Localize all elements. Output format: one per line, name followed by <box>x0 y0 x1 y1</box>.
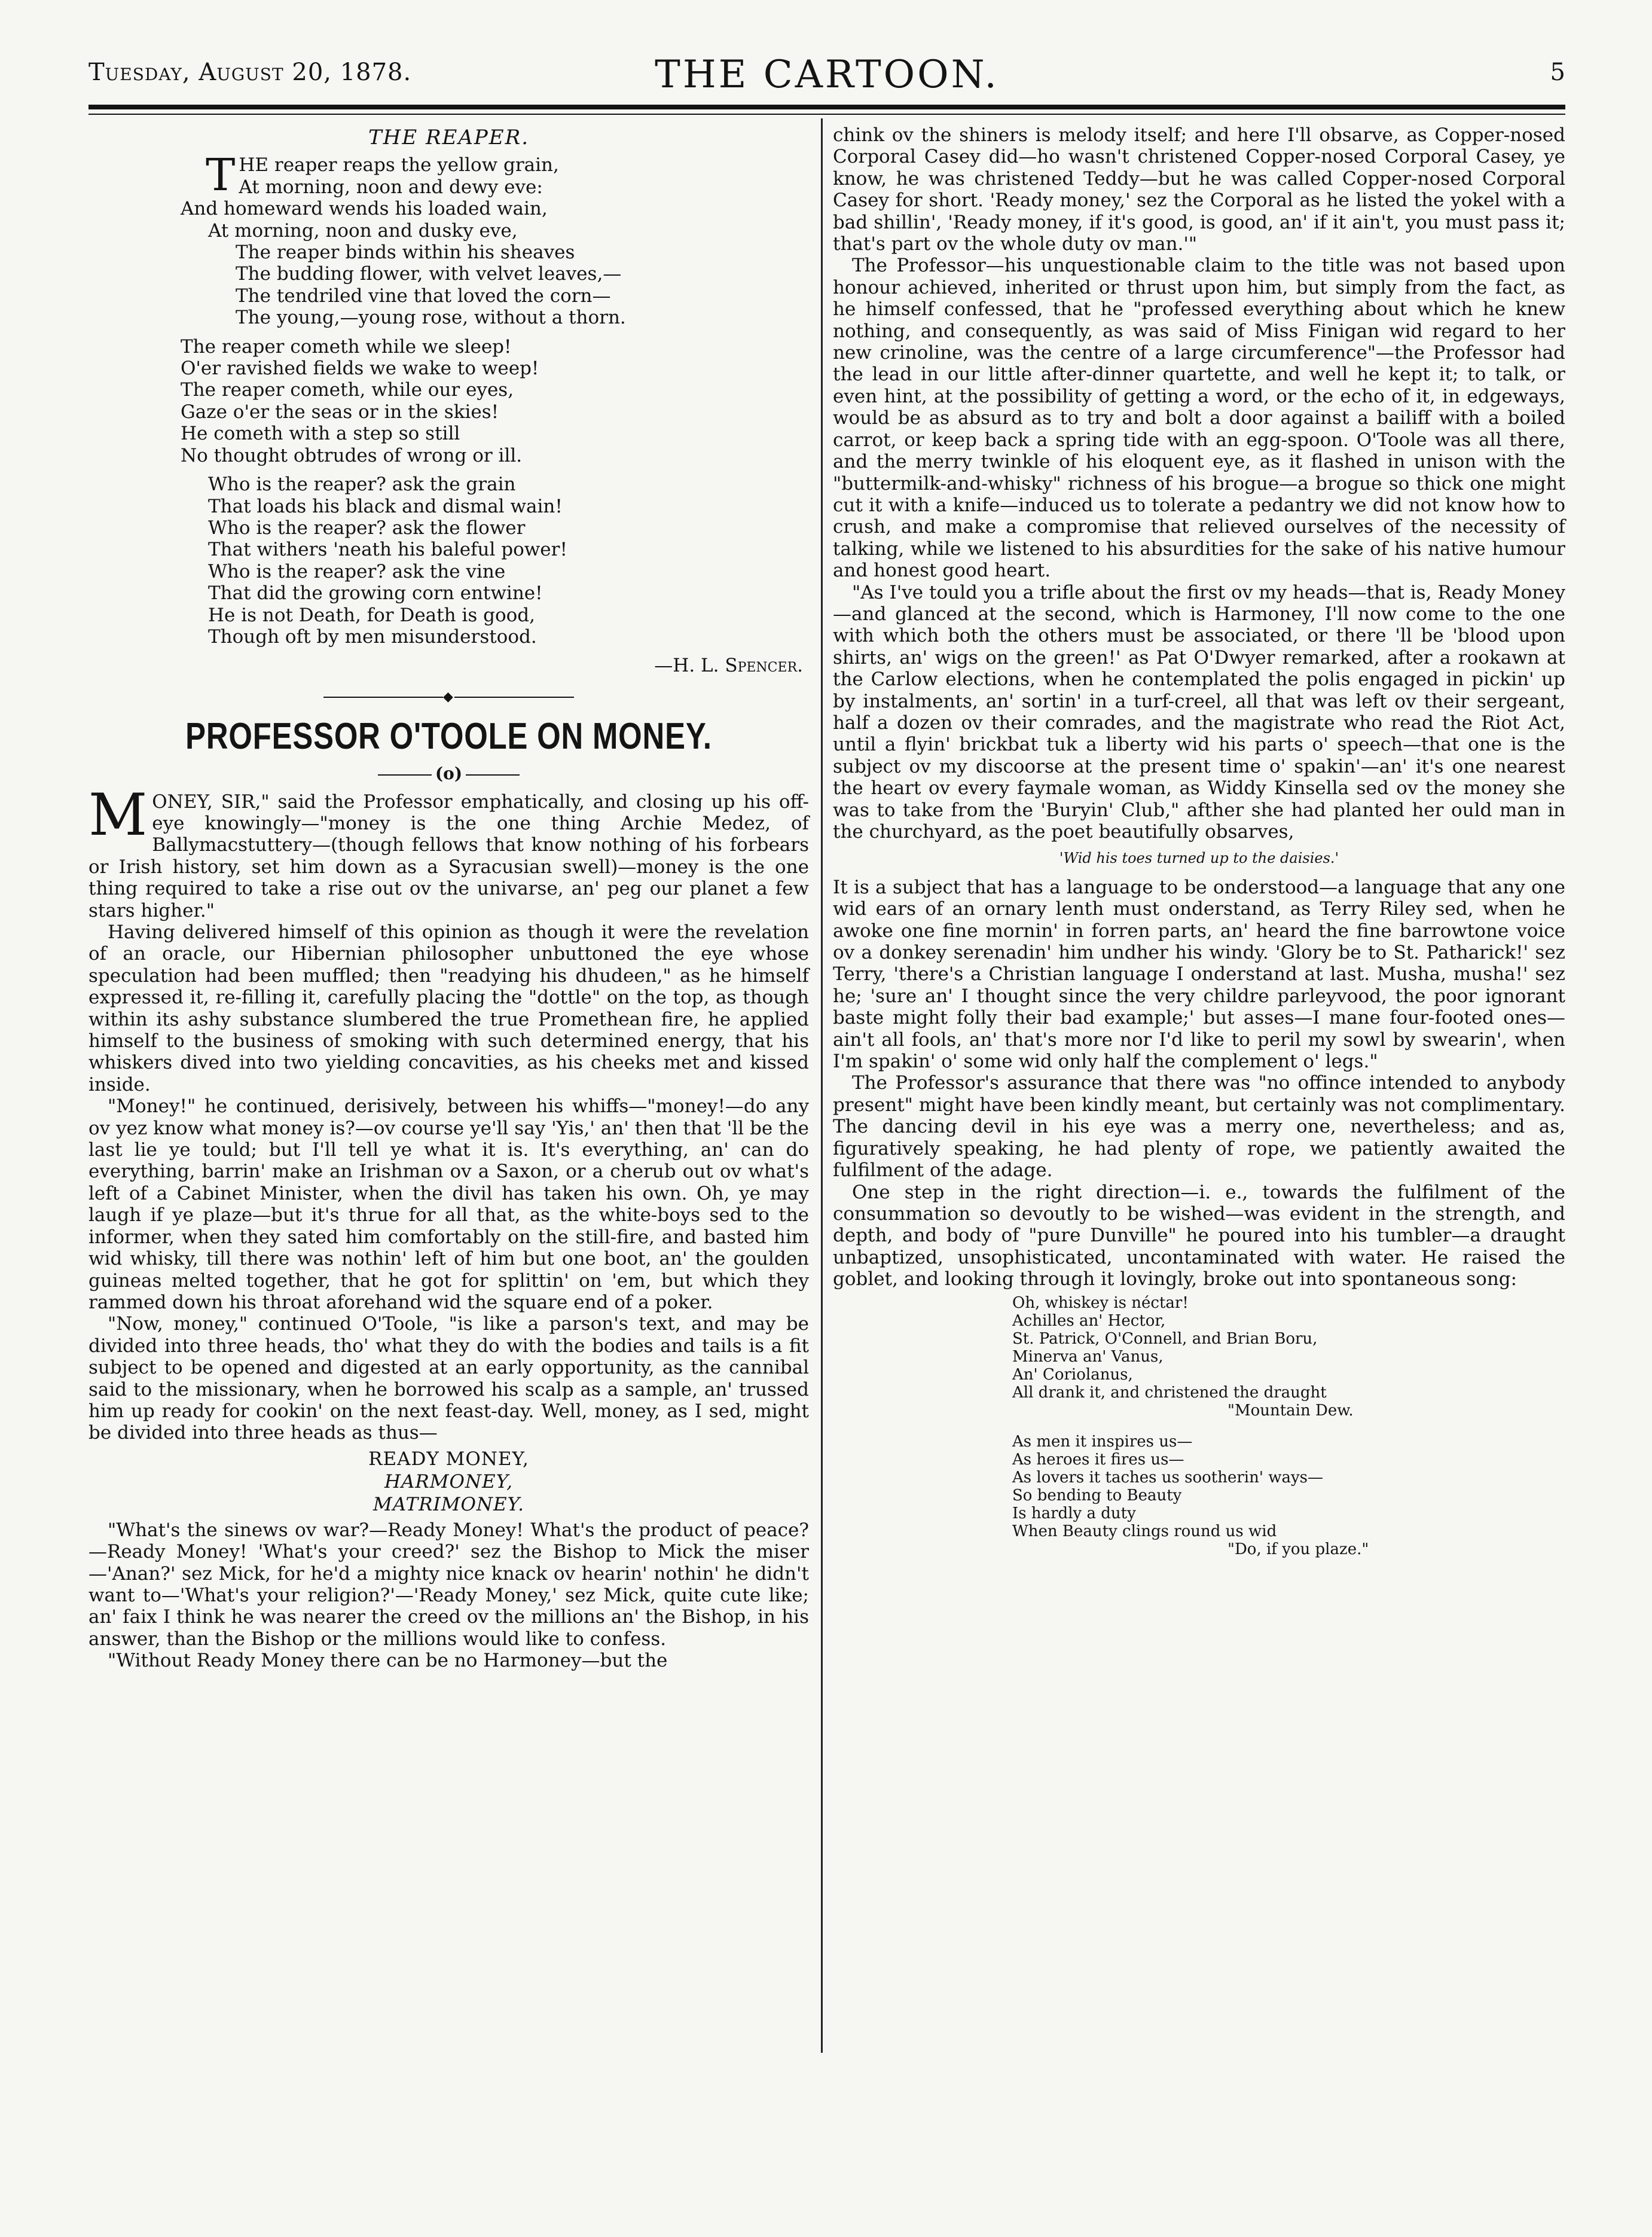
poem-line: Gaze o'er the seas or in the skies! <box>181 401 499 423</box>
article-paragraph: chink ov the shiners is melody itself; and here I'll obsarve, as Copper-nosed Corporal Casey did—ho wasn't christened Copper-nosed Corporal Casey, ye know, he was christened Teddy—but he was called Copper-nosed Corporal Casey for short. 'Ready money,' sez the Corporal as he listed the yokel with a bad shillin', 'Ready money, if it's good, is good, an' if it ain't, you must pass it; that's part ov the whole duty ov man.'" <box>833 124 1565 255</box>
article-subhead-ornament <box>88 763 809 785</box>
article-paragraph: "What's the sinews ov war?—Ready Money! What's the product of peace?—Ready Money! 'What's your creed?' sez the Bishop to Mick the miser—'Anan?' sez Mick, for he'd a mighty nice knack ov hearin' nothin' he didn't want to—'What's your religion?'—'Ready Money,' sez Mick, quite cute like; an' faix I think he was nearer the creed ov the millions an' the Bishop, in his answer, than the Bishop or the millions would like to confess. <box>88 1519 809 1650</box>
song-line: All drank it, and christened the draught <box>1012 1383 1327 1402</box>
poem-stanza <box>208 474 809 648</box>
right-column <box>833 124 1565 1558</box>
article-paragraph: Having delivered himself of this opinion as though it were the revelation of an oracle, our Hibernian philosopher unbuttoned the eye whose speculation had been muffled; then "readying his dhudeen," as he himself expressed it, re-filling it, carefully placing the "dottle" on the top, as though within its ashy substance slumbered the true Promethean fire, he applied himself to the business of smoking with such determined energy, that his whiskers dived into two yielding concavities, as his cheeks met and kissed inside. <box>88 921 809 1095</box>
poem-stanza <box>181 149 809 329</box>
poem-stanza <box>181 336 809 466</box>
head-matrimoney: MATRIMONEY. <box>373 1493 524 1515</box>
song-verses <box>833 1294 1565 1558</box>
poem-line: HE reaper reaps the yellow grain, <box>239 154 559 176</box>
song-line: When Beauty clings round us wid <box>1012 1522 1277 1540</box>
song-line: Achilles an' Hector, <box>1012 1311 1166 1330</box>
article-paragraph: It is a subject that has a language to be onderstood—a language that any one wid ears of an ornary lenth must onderstand, as Terry Riley sed, when he awoke one fine mornin' in forren parts, an' heard the fine barrowtone voice ov a donkey serenadin' him undher his windy. 'Glory be to St. Patharick!' sez Terry, 'there's a Christian language I onderstand at last. Musha, musha!' sez he; 'sure an' I thought since the very childre parleyvood, the poor ignorant baste might folly their bad example;' but asses—I mane four-footed ones—ain't all fools, an' that's more nor I'd like to peril my sowl by swearin', when I'm spakin' o' some wid only half the complement o' legs." <box>833 876 1565 1073</box>
daisies-quote: 'Wid his toes turned up to the daisies.' <box>1059 850 1339 867</box>
poem-line: Who is the reaper? ask the vine <box>208 560 506 582</box>
song-line: As heroes it fires us— <box>1012 1450 1184 1469</box>
song-line: An' Coriolanus, <box>1012 1365 1133 1384</box>
poem-line: Who is the reaper? ask the grain <box>208 474 516 496</box>
poem-line: That loads his black and dismal wain! <box>208 495 563 517</box>
poem-drop-cap: T <box>206 149 236 202</box>
article-paragraph: The Professor—his unquestionable claim to the title was not based upon honour achieved, inherited or thrust upon him, but simply from the fact, as he himself confessed, that he "professed everything about which he knew nothing, and consequently, as was said of Miss Finigan wid regard to her new crinoline, was the centre of a large circumference"—the Professor had the lead in our little after-dinner quartette, and well he kept it; to talk, or even hint, at the possibility of getting a word, or the echo of it, in edgeways, would be as absurd as to try and bolt a door against a bailiff with a boiled carrot, or keep back a spring tide with an egg-spoon. O'Toole was all there, and the merry twinkle of his eloquent eye, as it flashed in unison with the "buttermilk-and-whisky" richness of his brogue—a brogue so thick one might cut it with a knife—induced us to tolerate a pedantry we did not know how to crush, and make a compromise that relieved ourselves of the necessity of talking, while we listened to his absurdities for the sake of his native humour and honest good heart. <box>833 255 1565 582</box>
poem-line: No thought obtrudes of wrong or ill. <box>181 444 523 466</box>
poem-line: The tendriled vine that loved the corn— <box>236 285 611 307</box>
article-drop-cap: M <box>88 781 148 849</box>
article-paragraph-text: ONEY, SIR," said the Professor emphatically, and closing up his off-eye knowingly—"money is the one thing Archie Medez, of Ballymacstuttery—(though fellows that know nothing of his forbears or Irish history, set him down as a Syracusian swell)—money is the one thing required to take a rise out ov the univarse, an' peg our planet a few stars higher." <box>88 791 809 921</box>
song-line: As lovers it taches us sootherin' ways— <box>1012 1468 1324 1487</box>
song-line: As men it inspires us— <box>1012 1432 1193 1451</box>
poem-line: He is not Death, for Death is good, <box>208 604 535 626</box>
article-paragraph: The Professor's assurance that there was "no offince intended to anybody present" might have been kindly meant, but certainly was not complimentary. The dancing devil in his eye was a merry one, nevertheless; and as, figuratively speaking, he had plenty of rope, we patiently awaited the fulfilment of the adage. <box>833 1072 1565 1182</box>
article-subhead: (o) <box>435 764 463 784</box>
left-column <box>88 124 809 1672</box>
poem-line: The young,—young rose, without a thorn. <box>236 307 626 329</box>
poem-line: O'er ravished fields we wake to weep! <box>181 358 539 380</box>
article-paragraph: "As I've tould you a trifle about the first ov my heads—that is, Ready Money—and glanced at the second, which is Harmoney, I'll now come to the one with which both the others must be associated, or there 'll be 'blood upon shirts, an' wigs on the green!' as Pat O'Dwyer remarked, after a rookawn at the Carlow elections, when he contemplated the polis engaged in pickin' up by instalments, an' sortin' in a turf-creel, all that was left ov their sergeant, half a dozen ov their comrades, and the magistrate who read the Riot Act, until a flyin' brickbat tuk a liberty wid his parts o' speech—that one is the subject ov my discoorse at the present time o' spakin'—an' it's one nearest the heart ov every faymale woman, as Widdy Kinsella sed ov the money she was to take from the 'Buryin' Club," afther she had planted her ould man in the churchyard, as the poet beautifully obsarves, <box>833 581 1565 843</box>
article-paragraph: "Without Ready Money there can be no Harmoney—but the <box>108 1650 668 1672</box>
header-rule-thick <box>88 105 1565 109</box>
poem-line: Though oft by men misunderstood. <box>208 625 537 648</box>
article-paragraph: "Money!" he continued, derisively, between his whiffs—"money!—do any ov yez know what money is?—ov course ye'll say 'Yis,' an' then that 'll be the last lie ye tould; but I'll tell ye what it is. It's everything, an' can do everything, barrin' make an Irishman ov a Saxon, or a cherub out ov what's left of a Cabinet Minister, when the divil has taken his own. Oh, ye may laugh if ye plaze—but it's thrue for all that, as the white-boys sed to the informer, when they sated him comfortably on the still-fire, and basted him wid whisky, till there was nothin' left of him but one boot, an' the goulden guineas melted together, that he got for splittin' on 'em, but which they rammed down his throat aforehand wid the square end of a poker. <box>88 1095 809 1313</box>
poem-line: At morning, noon and dusky eve, <box>208 219 518 242</box>
masthead <box>88 53 1565 106</box>
poem-line: Who is the reaper? ask the flower <box>208 517 526 539</box>
article-title: PROFESSOR O'TOOLE ON MONEY. <box>185 716 712 758</box>
head-ready-money: READY MONEY, <box>368 1448 529 1470</box>
section-divider-ornament: ◆ <box>88 686 809 708</box>
song-line: "Mountain Dew. <box>1227 1401 1354 1420</box>
header-rule-thin <box>88 114 1565 115</box>
song-line: "Do, if you plaze." <box>1227 1540 1369 1558</box>
poem-line: The reaper cometh while we sleep! <box>181 335 512 358</box>
article-paragraph: "Now, money," continued O'Toole, "is like a parson's text, and may be divided into three heads, tho' what they do with the bodies and tails is a fit subject to be opened and digested at an early opportunity, as the cannibal said to the missionary, when he borrowed his scalp as a sample, an' trussed him up ready for cookin' on the next feast-day. Well, money, as I sed, might be divided into three heads as thus— <box>88 1313 809 1444</box>
poem-line: The reaper cometh, while our eyes, <box>181 379 514 401</box>
poem-body <box>88 149 809 677</box>
poem-line: At morning, noon and dewy eve: <box>239 176 543 198</box>
article-paragraph <box>88 781 809 921</box>
three-heads-list <box>88 1448 809 1516</box>
poem-line: The reaper binds within his sheaves <box>236 242 575 264</box>
song-line: St. Patrick, O'Connell, and Brian Boru, <box>1012 1329 1318 1348</box>
poem-line: That did the growing corn entwine! <box>208 582 543 605</box>
poem-title: THE REAPER. <box>368 126 530 149</box>
newspaper-title: THE CARTOON. <box>655 53 999 97</box>
poem-line: That withers 'neath his baleful power! <box>208 539 567 561</box>
poem-line: The budding flower, with velvet leaves,— <box>236 263 622 285</box>
column-divider <box>821 118 823 2053</box>
song-line: Minerva an' Vanus, <box>1012 1347 1164 1366</box>
poem-attribution: —H. L. Spencer. <box>654 655 803 677</box>
song-line: Is hardly a duty <box>1012 1504 1136 1522</box>
issue-date: Tuesday, August 20, 1878. <box>88 59 412 86</box>
song-line: Oh, whiskey is néctar! <box>1012 1293 1189 1312</box>
poem-line: He cometh with a step so still <box>181 423 460 445</box>
page-number: 5 <box>1550 59 1565 86</box>
poem-line: And homeward wends his loaded wain, <box>181 198 548 220</box>
article-paragraph: One step in the right direction—i. e., towards the fulfilment of the consummation so devoutly to be wished—was evident in the strength, and depth, and body of "pure Dunville" he poured into his tumbler—a draught unbaptized, unsophisticated, uncontaminated with water. He raised the goblet, and looking through it lovingly, broke out into spontaneous song: <box>833 1181 1565 1290</box>
head-harmoney: HARMONEY, <box>384 1470 513 1493</box>
song-line: So bending to Beauty <box>1012 1486 1182 1504</box>
